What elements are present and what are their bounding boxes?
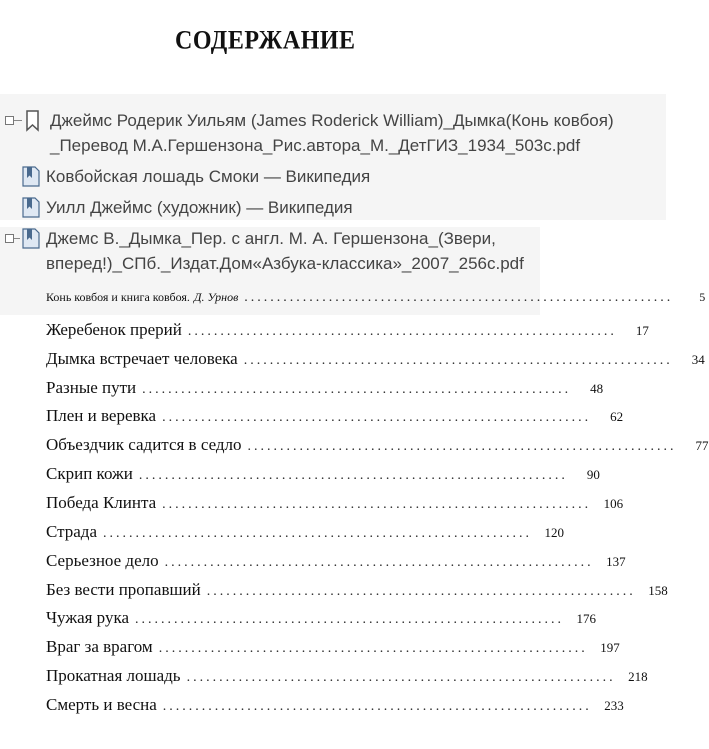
toc-entry-page: 48 bbox=[590, 381, 604, 396]
bookmark-page-icon bbox=[20, 166, 42, 188]
leader-dots: .................................................................. bbox=[138, 468, 568, 483]
toc-entry[interactable] bbox=[46, 493, 624, 515]
toc-entry[interactable] bbox=[46, 637, 620, 659]
expand-toggle-icon[interactable] bbox=[5, 116, 14, 125]
bookmark-label: Джеймс Родерик Уильям (James Roderick William)_Дымка(Конь ковбоя) bbox=[50, 111, 614, 130]
leader-dots: .................................................................. bbox=[162, 497, 592, 512]
toc-entry[interactable] bbox=[46, 464, 600, 486]
tree-connector bbox=[14, 120, 22, 121]
leader-dots: .................................................................. bbox=[162, 699, 592, 714]
leader-dots: .................................................................. bbox=[142, 382, 572, 397]
toc-entry[interactable] bbox=[46, 378, 604, 400]
toc-entry[interactable] bbox=[46, 290, 706, 312]
toc-entry[interactable] bbox=[46, 551, 626, 573]
leader-dots: .................................................................. bbox=[243, 353, 673, 368]
page-title: СОДЕРЖАНИЕ bbox=[175, 26, 356, 56]
leader-dots: .................................................................. bbox=[186, 670, 616, 685]
bookmark-page-icon bbox=[20, 228, 42, 250]
toc-entry[interactable] bbox=[46, 580, 668, 602]
bookmark-outline-icon bbox=[22, 110, 44, 132]
toc-entry-title: Победа Клинта bbox=[46, 493, 157, 512]
toc-entry-title: Страда bbox=[46, 522, 97, 541]
toc-entry[interactable] bbox=[46, 320, 649, 342]
toc-entry-title: Дымка встречает человека bbox=[46, 349, 238, 368]
toc-entry[interactable] bbox=[46, 608, 597, 630]
leader-dots: .................................................................. bbox=[103, 526, 532, 541]
toc-entry-title: Разные пути bbox=[46, 378, 137, 397]
toc-entry-title: Скрип кожи bbox=[46, 464, 133, 483]
toc-entry-page: 34 bbox=[691, 352, 705, 367]
leader-dots: .................................................................. bbox=[135, 612, 565, 627]
leader-dots: .................................................................. bbox=[164, 555, 594, 570]
toc-entry-title: Плен и веревка bbox=[46, 406, 157, 425]
bookmark-label-continued: вперед!)_СПб._Издат.Дом«Азбука-классика»_2007_256с.pdf bbox=[46, 254, 524, 273]
toc-entry-title: Конь ковбоя и книга ковбоя. bbox=[46, 290, 190, 304]
leader-dots: .................................................................. bbox=[162, 410, 592, 425]
toc-entry-page: 5 bbox=[699, 290, 706, 304]
toc-entry-title: Жеребенок прерий bbox=[46, 320, 182, 339]
leader-dots: .................................................................. bbox=[247, 439, 677, 454]
toc-entry-title: Прокатная лошадь bbox=[46, 666, 181, 685]
toc-entry-title: Объездчик садится в седло bbox=[46, 435, 242, 454]
bookmark-label-continued: _Перевод М.А.Гершензона_Рис.автора_М._ДетГИЗ_1934_503с.pdf bbox=[50, 136, 581, 155]
toc-entry[interactable] bbox=[46, 435, 709, 457]
toc-entry-page: 17 bbox=[635, 323, 649, 338]
leader-dots: .................................................................. bbox=[244, 290, 674, 305]
toc-entry-title: Серьезное дело bbox=[46, 551, 159, 570]
toc-entry-page: 120 bbox=[544, 525, 564, 540]
leader-dots: .................................................................. bbox=[187, 324, 617, 339]
toc-entry-page: 218 bbox=[628, 669, 648, 684]
bookmark-label: Джемс В._Дымка_Пер. с англ. М. А. Гершензона_(Звери, bbox=[46, 229, 496, 248]
leader-dots: .................................................................. bbox=[206, 584, 636, 599]
leader-dots: .................................................................. bbox=[158, 641, 588, 656]
toc-entry-page: 197 bbox=[600, 640, 620, 655]
toc-entry[interactable] bbox=[46, 349, 705, 371]
bookmark-page-icon bbox=[20, 197, 42, 219]
toc-entry-page: 176 bbox=[576, 611, 597, 626]
bookmark-label: Ковбойская лошадь Смоки — Википедия bbox=[46, 167, 371, 186]
toc-entry-title: Враг за врагом bbox=[46, 637, 153, 656]
toc-entry-author: Д. Урнов bbox=[193, 290, 239, 304]
toc-entry-page: 158 bbox=[648, 583, 668, 598]
expand-toggle-icon[interactable] bbox=[5, 234, 14, 243]
bookmark-label: Уилл Джеймс (художник) — Википедия bbox=[46, 198, 353, 217]
toc-entry[interactable] bbox=[46, 666, 648, 688]
toc-entry-page: 77 bbox=[695, 438, 709, 453]
toc-entry-page: 90 bbox=[586, 467, 600, 482]
toc-entry-page: 106 bbox=[603, 496, 624, 511]
toc-entry-title: Смерть и весна bbox=[46, 695, 157, 714]
toc-entry-page: 137 bbox=[606, 554, 626, 569]
toc-entry-title: Чужая рука bbox=[46, 608, 130, 627]
toc-entry[interactable] bbox=[46, 522, 564, 544]
toc-entry-page: 233 bbox=[604, 698, 624, 713]
toc-entry[interactable] bbox=[46, 695, 624, 717]
toc-entry-title: Без вести пропавший bbox=[46, 580, 201, 599]
toc-entry-page: 62 bbox=[610, 409, 624, 424]
toc-entry[interactable] bbox=[46, 406, 624, 428]
table-of-contents bbox=[46, 0, 709, 749]
